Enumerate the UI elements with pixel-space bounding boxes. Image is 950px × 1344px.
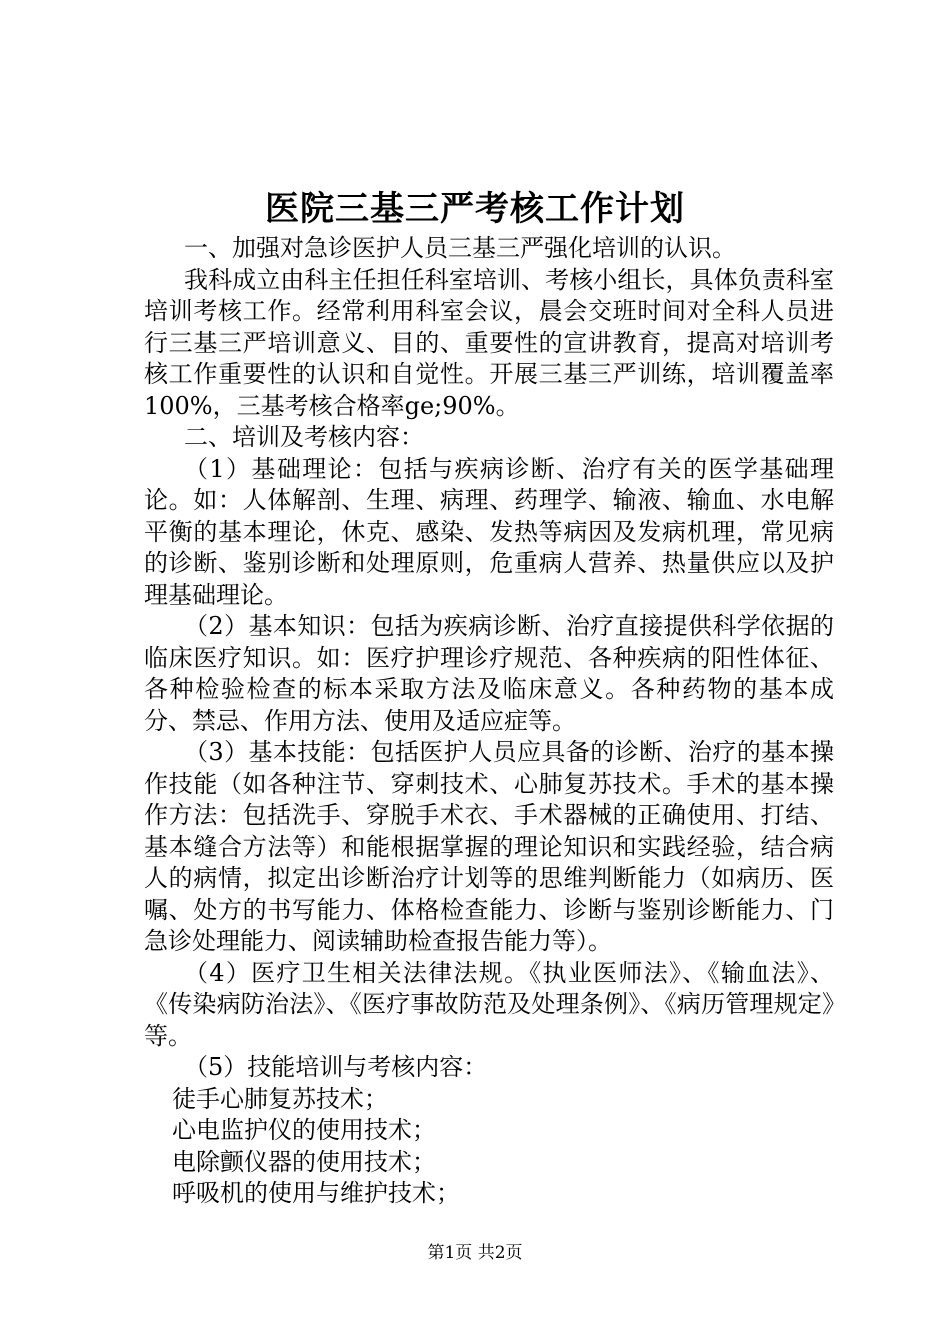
- section-heading-1: 一、加强对急诊医护人员三基三严强化培训的认识。: [184, 234, 736, 262]
- paragraph-basic-skills: （3）基本技能：包括医护人员应具备的诊断、治疗的基本操作技能（如各种注节、穿刺技术、心肺复苏技术。手术的基本操作方法：包括洗手、穿脱手术衣、手术器械的正确使用、打结、基本缝合方法等）和能根据掌握的理论知识和实践经验，结合病人的病情，拟定出诊断治疗计划等的思维判断能力（如病历、医嘱、处方的书写能力、体格检查能力、诊断与鉴别诊断能力、门急诊处理能力、阅读辅助检查报告能力等）。: [144, 738, 834, 955]
- paragraph-basic-knowledge: （2）基本知识：包括为疾病诊断、治疗直接提供科学依据的临床医疗知识。如：医疗护理诊疗规范、各种疾病的阳性体征、各种检验检查的标本采取方法及临床意义。各种药物的基本成分、禁忌、作用方法、使用及适应症等。: [144, 612, 834, 735]
- document-title: 医院三基三严考核工作计划: [265, 189, 685, 229]
- paragraph-skill-training: （5）技能培训与考核内容：: [184, 1053, 488, 1081]
- section-heading-2: 二、培训及考核内容：: [184, 423, 424, 451]
- paragraph-basic-theory: （1）基础理论：包括与疾病诊断、治疗有关的医学基础理论。如：人体解剖、生理、病理、药理学、输液、输血、水电解平衡的基本理论，休克、感染、发热等病因及发病机理，常见病的诊断、鉴别诊断和处理原则，危重病人营养、热量供应以及护理基础理论。: [144, 454, 834, 609]
- page-footer: 第1页 共2页: [427, 1243, 523, 1263]
- list-item: 呼吸机的使用与维护技术；: [172, 1179, 460, 1207]
- list-item: 心电监护仪的使用技术；: [172, 1116, 436, 1144]
- paragraph-laws: （4）医疗卫生相关法律法规。《执业医师法》、《输血法》、《传染病防治法》、《医疗事故防范及处理条例》、《病历管理规定》等。: [144, 958, 834, 1050]
- list-item: 电除颤仪器的使用技术；: [172, 1147, 436, 1176]
- paragraph-organization: 我科成立由科主任担任科室培训、考核小组长，具体负责科室培训考核工作。经常利用科室会议，晨会交班时间对全科人员进行三基三严培训意义、目的、重要性的宣讲教育，提高对培训考核工作重要性的认识和自觉性。开展三基三严训练，培训覆盖率100%，三基考核合格率ge;90%。: [144, 265, 834, 420]
- document-body: [144, 233, 834, 1210]
- list-item: 徒手心肺复苏技术；: [172, 1084, 388, 1113]
